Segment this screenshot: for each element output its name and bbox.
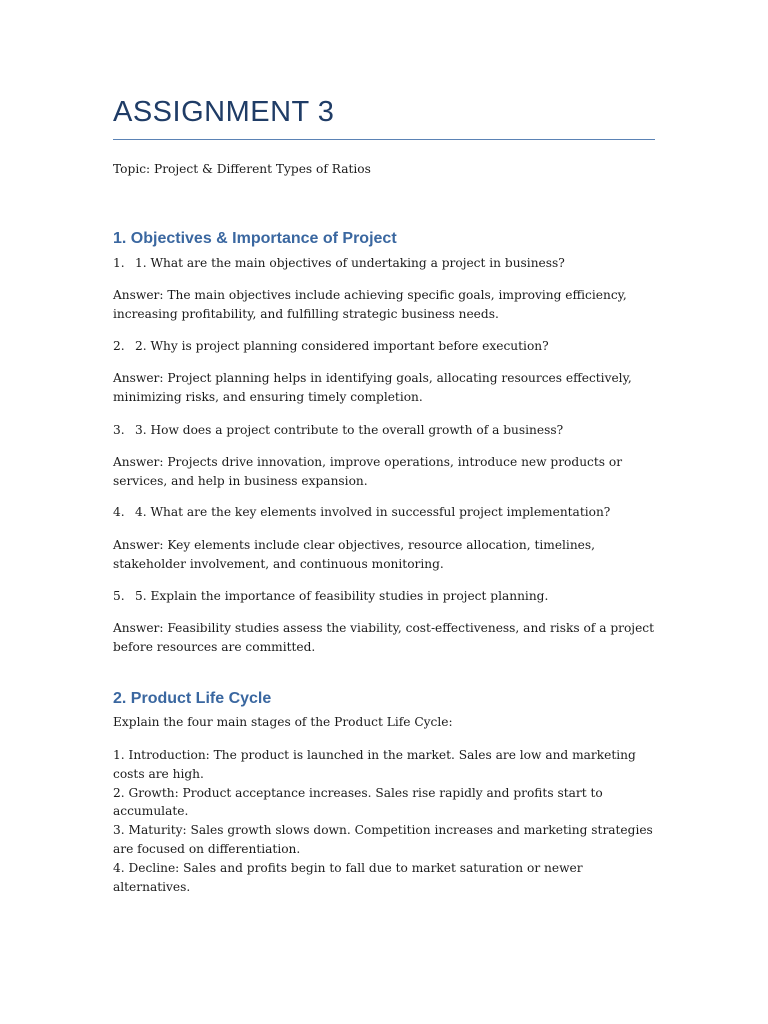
question-4 (113, 503, 655, 522)
document-title: ASSIGNMENT 3 (113, 96, 335, 128)
question-text: 5. Explain the importance of feasibility studies in project planning. (135, 589, 549, 603)
question-number: 3. (113, 423, 125, 437)
section-heading-objectives: 1. Objectives & Importance of Project (113, 230, 397, 247)
question-3 (113, 421, 655, 440)
question-number: 1. (113, 256, 125, 270)
answer-1: Answer: The main objectives include achieving specific goals, improving efficiency, increasing profitability, and fulfilling strategic business needs. (113, 288, 627, 321)
question-number: 4. (113, 505, 125, 519)
plc-intro: Explain the four main stages of the Product Life Cycle: (113, 715, 453, 729)
question-number: 5. (113, 589, 125, 603)
title-underline (113, 139, 655, 140)
topic-line: Topic: Project & Different Types of Ratios (113, 162, 371, 176)
answer-4: Answer: Key elements include clear objectives, resource allocation, timelines, stakeholder involvement, and continuous monitoring. (113, 538, 596, 571)
question-2 (113, 337, 655, 356)
answer-5: Answer: Feasibility studies assess the viability, cost-effectiveness, and risks of a project before resources are committed. (113, 621, 655, 654)
question-text: 4. What are the key elements involved in successful project implementation? (135, 505, 611, 519)
plc-stages (113, 746, 655, 896)
question-number: 2. (113, 339, 125, 353)
question-text: 1. What are the main objectives of undertaking a project in business? (135, 256, 565, 270)
answer-2: Answer: Project planning helps in identifying goals, allocating resources effectively, minimizing risks, and ensuring timely completion. (113, 371, 632, 404)
answer-3: Answer: Projects drive innovation, improve operations, introduce new products or services, and help in business expansion. (113, 455, 623, 488)
plc-stage-decline: 4. Decline: Sales and profits begin to fall due to market saturation or newer alternatives. (113, 860, 583, 894)
plc-stage-maturity: 3. Maturity: Sales growth slows down. Competition increases and marketing strategies are focused on differentiation. (113, 823, 653, 856)
section-heading-product-life-cycle: 2. Product Life Cycle (113, 690, 272, 707)
question-5 (113, 587, 655, 606)
plc-stage-introduction: 1. Introduction: The product is launched in the market. Sales are low and marketing costs are high. (113, 748, 636, 781)
plc-stage-growth: 2. Growth: Product acceptance increases. Sales rise rapidly and profits start to accumulate. (113, 785, 603, 819)
question-text: 2. Why is project planning considered important before execution? (135, 339, 549, 353)
question-1 (113, 254, 655, 273)
question-text: 3. How does a project contribute to the overall growth of a business? (135, 423, 564, 437)
